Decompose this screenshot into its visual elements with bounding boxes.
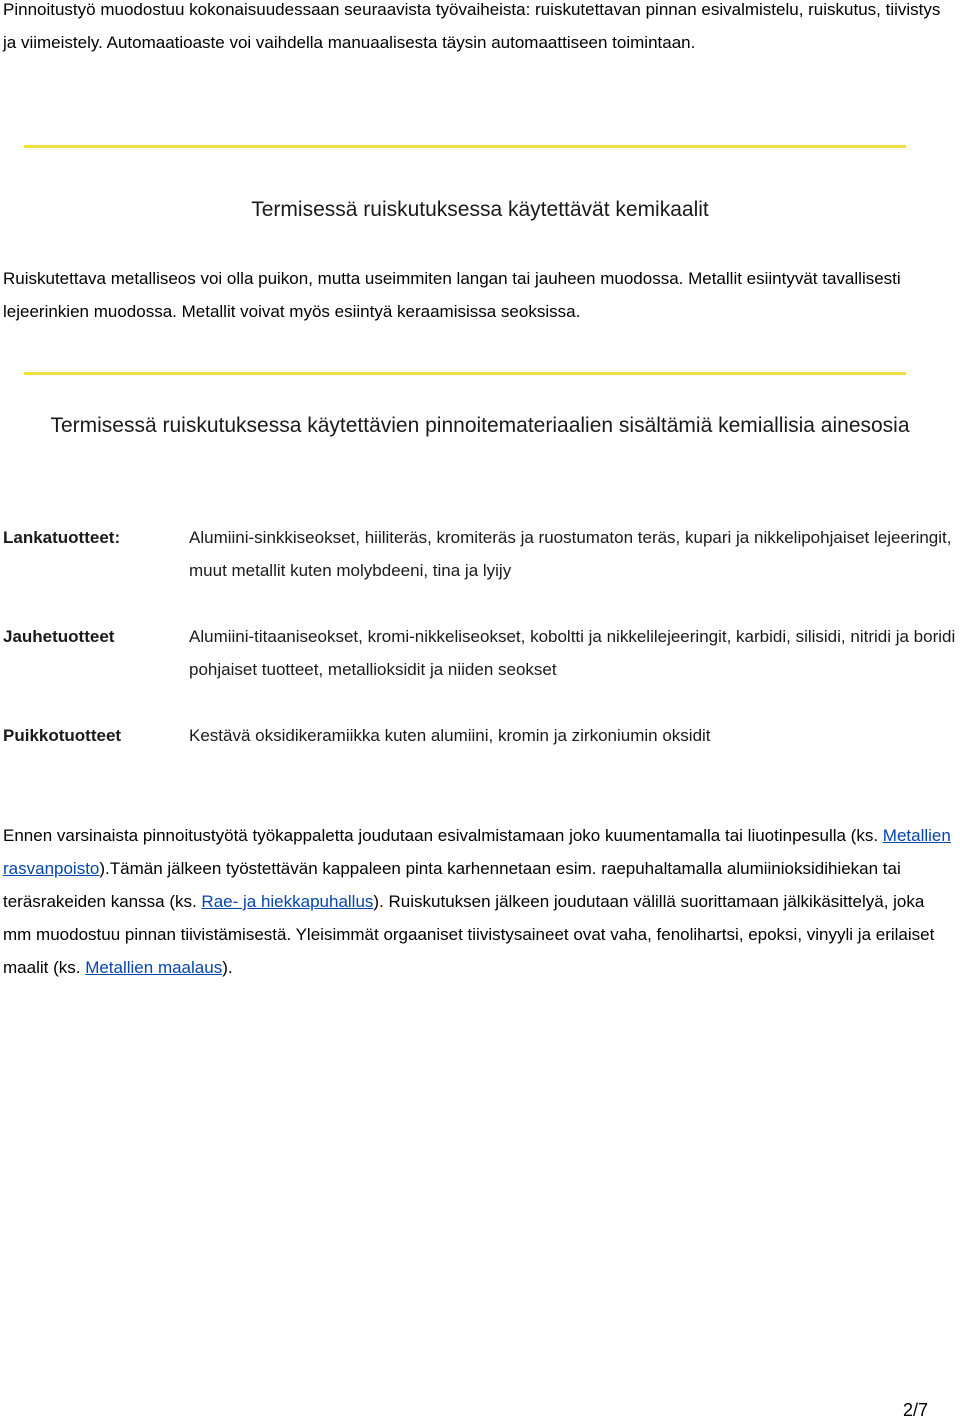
section1-heading: Termisessä ruiskutuksessa käytettävät kemikaalit: [251, 198, 709, 221]
closing-paragraph: [3, 819, 955, 984]
closing-text-2: ).Tämän jälkeen työstettävän kappaleen pinta karhennetaan esim. raepuhaltamalla alumiinioksidihiekan tai teräsrakeiden kanssa (ks.: [3, 859, 901, 911]
page-number: 2/7: [902, 1400, 928, 1420]
row-value-lankatuotteet: Alumiini-sinkkiseokset, hiiliteräs, kromiteräs ja ruostumaton teräs, kupari ja nikkelipohjaiset lejeeringit, muut metallit kuten molybdeeni, tina ja lyijy: [189, 528, 952, 580]
link-metallien-maalaus[interactable]: Metallien maalaus: [85, 958, 223, 977]
link-rae-ja-hiekkapuhallus[interactable]: Rae- ja hiekkapuhallus: [201, 892, 374, 911]
link-metallien-rasvanpoisto[interactable]: Metallien rasvanpoisto: [3, 826, 951, 878]
divider-1: [24, 145, 906, 148]
intro-paragraph: Pinnoitustyö muodostuu kokonaisuudessaan seuraavista työvaiheista: ruiskutettavan pinnan esivalmistelu, ruiskutus, tiivistys ja viimeistely. Automaatioaste voi vaihdella manuaalisesta täysin automaattiseen toimintaan.: [3, 0, 941, 52]
row-label-jauhetuotteet: Jauhetuotteet: [3, 627, 115, 646]
closing-text-4: ).: [222, 958, 233, 977]
section2-heading: Termisessä ruiskutuksessa käytettävien pinnoitemateriaalien sisältämiä kemiallisia ainesosia: [50, 414, 910, 437]
row-value-jauhetuotteet: Alumiini-titaaniseokset, kromi-nikkeliseokset, koboltti ja nikkelilejeeringit, karbidi, silisidi, nitridi ja boridi pohjaiset tuotteet, metallioksidit ja niiden seokset: [189, 627, 956, 679]
row-label-lankatuotteet: Lankatuotteet:: [3, 528, 121, 547]
row-value-puikkotuotteet: Kestävä oksidikeramiikka kuten alumiini, kromin ja zirkoniumin oksidit: [189, 726, 711, 745]
row-label-puikkotuotteet: Puikkotuotteet: [3, 726, 122, 745]
divider-2: [24, 372, 906, 375]
closing-text-1: Ennen varsinaista pinnoitustyötä työkappaletta joudutaan esivalmistamaan joko kuumentamalla tai liuotinpesulla (ks.: [3, 826, 883, 845]
closing-text-3: ). Ruiskutuksen jälkeen joudutaan välillä suorittamaan jälkikäsittelyä, joka mm muodostuu pinnan tiivistämisestä. Yleisimmät orgaaniset tiivistysaineet ovat vaha, fenolihartsi, epoksi, vinyyli ja erilaiset maalit (ks.: [3, 892, 935, 977]
section1-body: Ruiskutettava metalliseos voi olla puikon, mutta useimmiten langan tai jauheen muodossa. Metallit esiintyvät tavallisesti lejeerinkien muodossa. Metallit voivat myös esiintyä keraamisissa seoksissa.: [3, 269, 901, 321]
